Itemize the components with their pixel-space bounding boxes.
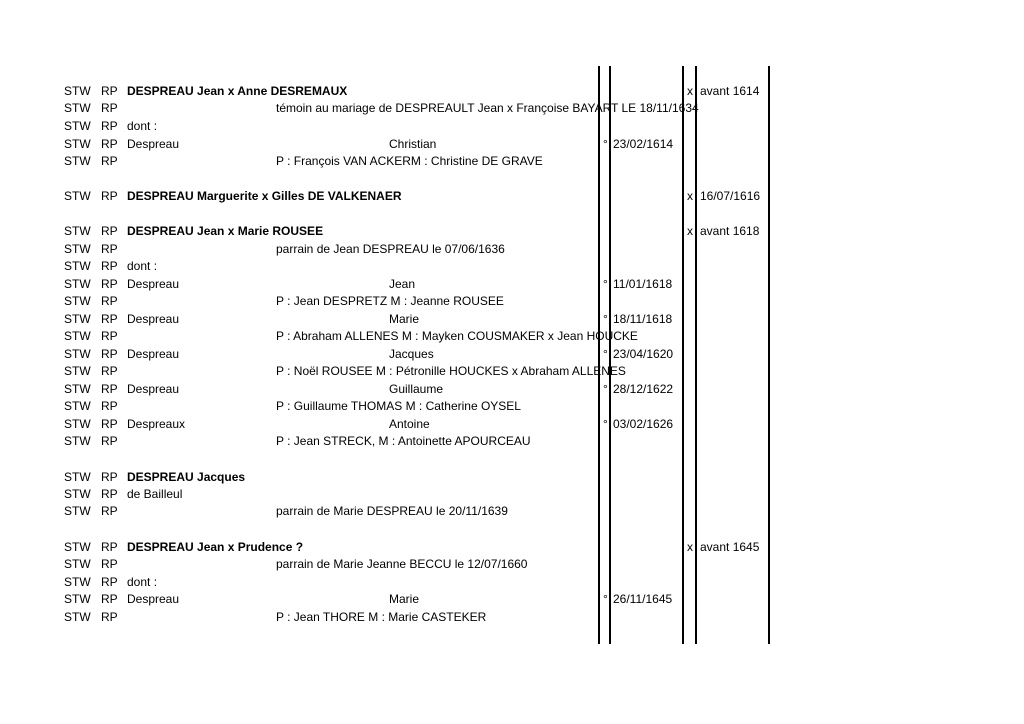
row-name-cell: DESPREAU Jacques (127, 470, 246, 484)
row-rp-cell: RP (101, 540, 118, 554)
row-stw-cell: STW (64, 312, 91, 326)
row-firstname-cell: Christian (389, 137, 437, 151)
register-row (0, 276, 1024, 293)
row-stw-cell: STW (64, 101, 91, 115)
row-rp-cell: RP (101, 242, 118, 256)
row-rp-cell: RP (101, 312, 118, 326)
register-row (0, 433, 1024, 450)
row-marriage-date: avant 1614 (700, 84, 760, 98)
row-name-cell: dont : (127, 119, 158, 133)
row-stw-cell: STW (64, 470, 91, 484)
row-rp-cell: RP (101, 119, 118, 133)
row-stw-cell: STW (64, 399, 91, 413)
row-name-cell: DESPREAU Marguerite x Gilles DE VALKENAER (127, 189, 402, 203)
row-rp-cell: RP (101, 610, 118, 624)
row-stw-cell: STW (64, 329, 91, 343)
row-marriage-date: 16/07/1616 (700, 189, 761, 203)
row-firstname-cell: Antoine (389, 417, 430, 431)
row-stw-cell: STW (64, 347, 91, 361)
row-marriage-symbol: x (687, 540, 693, 554)
row-stw-cell: STW (64, 189, 91, 203)
row-stw-cell: STW (64, 540, 91, 554)
row-name-cell: Despreau (127, 277, 180, 291)
row-detail-cell: P : Noël ROUSEE M : Pétronille HOUCKES x Abraham ALLENES (276, 364, 626, 378)
row-birth-date: 18/11/1618 (613, 312, 673, 326)
row-rp-cell: RP (101, 277, 118, 291)
row-rp-cell: RP (101, 101, 118, 115)
register-row (0, 118, 1024, 135)
row-birth-date: 03/02/1626 (613, 417, 674, 431)
row-rp-cell: RP (101, 224, 118, 238)
register-row (0, 241, 1024, 258)
row-detail-cell: témoin au mariage de DESPREAULT Jean x Françoise BAYART LE 18/11/1634 (276, 101, 699, 115)
row-firstname-cell: Marie (389, 312, 420, 326)
row-rp-cell: RP (101, 434, 118, 448)
register-row (0, 363, 1024, 380)
row-birth-date: 23/02/1614 (613, 137, 674, 151)
row-rp-cell: RP (101, 84, 118, 98)
row-birth-symbol: ° (603, 347, 608, 361)
register-row (0, 223, 1024, 240)
row-birth-symbol: ° (603, 382, 608, 396)
row-rp-cell: RP (101, 487, 118, 501)
row-stw-cell: STW (64, 84, 91, 98)
register-row (0, 486, 1024, 503)
register-row (0, 591, 1024, 608)
register-row (0, 556, 1024, 573)
register-row (0, 381, 1024, 398)
row-stw-cell: STW (64, 224, 91, 238)
row-firstname-cell: Guillaume (389, 382, 444, 396)
row-birth-symbol: ° (603, 592, 608, 606)
row-firstname-cell: Jean (389, 277, 416, 291)
register-row (0, 469, 1024, 486)
row-stw-cell: STW (64, 504, 91, 518)
row-detail-cell: P : Abraham ALLENES M : Mayken COUSMAKER x Jean HOUCKE (276, 329, 638, 343)
row-rp-cell: RP (101, 259, 118, 273)
row-rp-cell: RP (101, 557, 118, 571)
register-row (0, 416, 1024, 433)
row-detail-cell: P : Jean STRECK, M : Antoinette APOURCEAU (276, 434, 531, 448)
register-row (0, 311, 1024, 328)
row-name-cell: dont : (127, 259, 158, 273)
register-row (0, 346, 1024, 363)
row-birth-symbol: ° (603, 312, 608, 326)
row-stw-cell: STW (64, 487, 91, 501)
row-stw-cell: STW (64, 137, 91, 151)
row-stw-cell: STW (64, 417, 91, 431)
row-name-cell: DESPREAU Jean x Marie ROUSEE (127, 224, 324, 238)
row-name-cell: DESPREAU Jean x Anne DESREMAUX (127, 84, 348, 98)
row-detail-cell: parrain de Marie Jeanne BECCU le 12/07/1660 (276, 557, 528, 571)
register-row (0, 83, 1024, 100)
row-marriage-symbol: x (687, 84, 693, 98)
row-rp-cell: RP (101, 592, 118, 606)
row-rp-cell: RP (101, 504, 118, 518)
row-stw-cell: STW (64, 154, 91, 168)
row-rp-cell: RP (101, 364, 118, 378)
row-detail-cell: P : Jean THORE M : Marie CASTEKER (276, 610, 487, 624)
row-stw-cell: STW (64, 277, 91, 291)
register-row (0, 153, 1024, 170)
row-detail-cell: parrain de Jean DESPREAU le 07/06/1636 (276, 242, 505, 256)
row-rp-cell: RP (101, 575, 118, 589)
row-rp-cell: RP (101, 189, 118, 203)
register-row (0, 398, 1024, 415)
row-stw-cell: STW (64, 592, 91, 606)
row-stw-cell: STW (64, 557, 91, 571)
row-rp-cell: RP (101, 347, 118, 361)
row-detail-cell: parrain de Marie DESPREAU le 20/11/1639 (276, 504, 508, 518)
register-row (0, 503, 1024, 520)
row-name-cell: dont : (127, 575, 158, 589)
row-name-cell: Despreau (127, 382, 180, 396)
row-marriage-date: avant 1618 (700, 224, 760, 238)
row-detail-cell: P : Guillaume THOMAS M : Catherine OYSEL (276, 399, 521, 413)
row-name-cell: Despreau (127, 592, 180, 606)
row-rp-cell: RP (101, 137, 118, 151)
row-marriage-symbol: x (687, 224, 693, 238)
row-rp-cell: RP (101, 154, 118, 168)
row-rp-cell: RP (101, 382, 118, 396)
row-birth-date: 26/11/1645 (613, 592, 673, 606)
row-name-cell: de Bailleul (127, 487, 183, 501)
row-stw-cell: STW (64, 434, 91, 448)
register-row (0, 328, 1024, 345)
row-marriage-date: avant 1645 (700, 540, 760, 554)
row-stw-cell: STW (64, 364, 91, 378)
row-stw-cell: STW (64, 575, 91, 589)
row-name-cell: Despreau (127, 312, 180, 326)
row-rp-cell: RP (101, 417, 118, 431)
row-rp-cell: RP (101, 470, 118, 484)
register-row (0, 539, 1024, 556)
row-firstname-cell: Jacques (389, 347, 434, 361)
row-birth-date: 23/04/1620 (613, 347, 674, 361)
register-row (0, 293, 1024, 310)
row-stw-cell: STW (64, 119, 91, 133)
row-birth-symbol: ° (603, 277, 608, 291)
row-name-cell: DESPREAU Jean x Prudence ? (127, 540, 304, 554)
row-detail-cell: P : François VAN ACKERM : Christine DE GRAVE (276, 154, 543, 168)
row-birth-symbol: ° (603, 417, 608, 431)
row-stw-cell: STW (64, 610, 91, 624)
register-row (0, 136, 1024, 153)
row-stw-cell: STW (64, 382, 91, 396)
row-name-cell: Despreau (127, 347, 180, 361)
row-detail-cell: P : Jean DESPRETZ M : Jeanne ROUSEE (276, 294, 504, 308)
row-birth-date: 28/12/1622 (613, 382, 674, 396)
register-row (0, 100, 1024, 117)
register-row (0, 574, 1024, 591)
row-stw-cell: STW (64, 259, 91, 273)
row-rp-cell: RP (101, 294, 118, 308)
row-birth-date: 11/01/1618 (613, 277, 673, 291)
register-row (0, 609, 1024, 626)
row-birth-symbol: ° (603, 137, 608, 151)
row-name-cell: Despreaux (127, 417, 186, 431)
row-name-cell: Despreau (127, 137, 180, 151)
row-rp-cell: RP (101, 329, 118, 343)
register-row (0, 188, 1024, 205)
register-row (0, 258, 1024, 275)
row-stw-cell: STW (64, 294, 91, 308)
row-firstname-cell: Marie (389, 592, 420, 606)
row-marriage-symbol: x (687, 189, 693, 203)
row-rp-cell: RP (101, 399, 118, 413)
row-stw-cell: STW (64, 242, 91, 256)
